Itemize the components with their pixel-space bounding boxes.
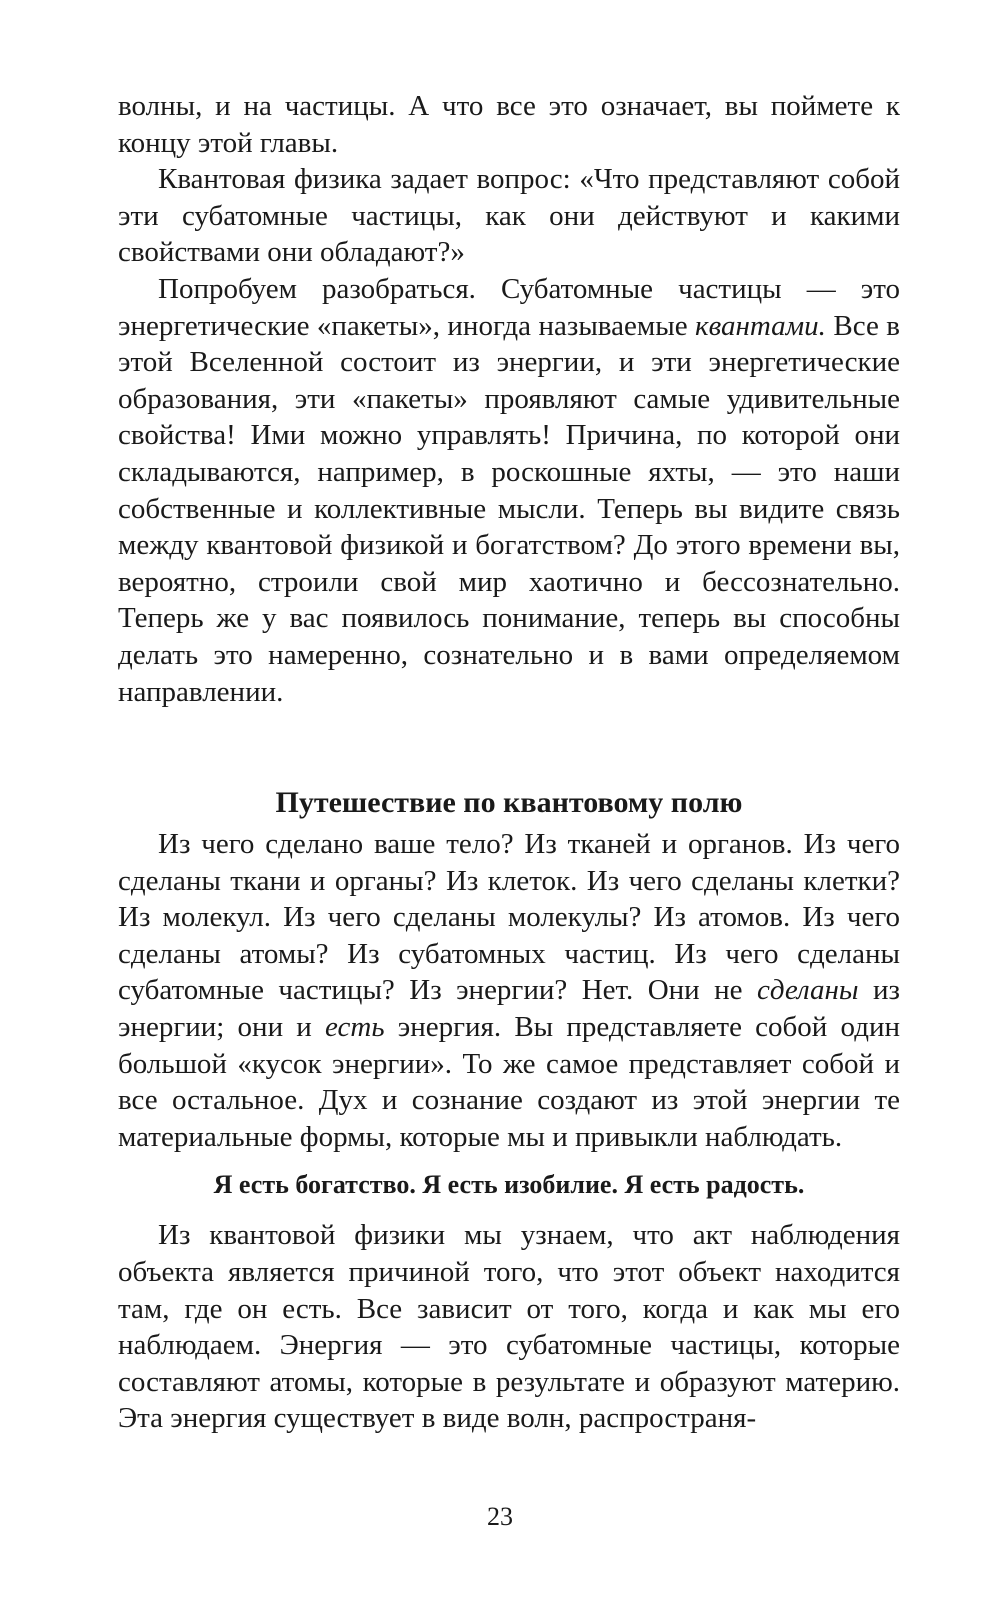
italic-word-made: сделаны xyxy=(756,974,859,1007)
text-run: энергия. Вы представляете собой один большой «кусок энергии». То же самое представляет собой и все остальное. Дух и сознание создают из этой энергии те материальные формы, которые мы и привыкли наблюдать. xyxy=(118,1011,900,1153)
page-number: 23 xyxy=(487,1502,513,1531)
text-run: Из чего сделано ваше тело? Из тканей и органов. Из чего сделаны ткани и органы? Из клеток. Из чего сделаны клетки? Из молекул. Из чего сделаны молекулы? Из атомов. Из чего сделаны атомы? Из субатомных частиц. Из чего сделаны субатомные частицы? Из энергии? Нет. Они не xyxy=(118,828,900,1007)
page-body xyxy=(118,88,900,1437)
text-run: Все в этой Вселенной состоит из энергии, и эти энергетические образования, эти «пакеты» проявляют самые удивительные свойства! Ими можно управлять! Причина, по которой они складываются, например, в роскошные яхты, — это наши собственные и коллективные мысли. Теперь вы видите связь между квантовой физикой и богатством? До этого времени вы, вероятно, строили свой мир хаотично и бессознательно. Теперь же у вас появилось понимание, теперь вы способны делать это намеренно, сознательно и в вами определяемом направлении. xyxy=(118,309,900,708)
paragraph-quantum-question: Квантовая физика задает вопрос: «Что представляют собой эти субатомные частицы, как они действуют и какими свойствами они обладают?» xyxy=(118,163,900,269)
paragraph-body-composition xyxy=(118,826,900,1155)
section-heading: Путешествие по квантовому полю xyxy=(275,786,743,820)
paragraph-energy-packets xyxy=(118,271,900,710)
paragraph-observation: Из квантовой физики мы узнаем, что акт наблюдения объекта является причиной того, что этот объект находится там, где он есть. Все зависит от того, когда и как мы его наблюдаем. Энергия — это субатомные частицы, которые составляют атомы, которые в результате и образуют материю. Эта энергия существует в виде волн, распространя- xyxy=(118,1219,900,1435)
affirmation-line: Я есть богатство. Я есть изобилие. Я есть радость. xyxy=(213,1170,805,1200)
italic-term-quanta: квантами. xyxy=(695,309,826,342)
text-run: Попробуем разобраться. Субатомные частицы — это энергетические «пакеты», иногда называемые xyxy=(118,272,900,342)
text-run: из энергии; они и xyxy=(118,974,900,1044)
italic-word-are: есть xyxy=(325,1011,385,1044)
paragraph-continuation: волны, и на частицы. А что все это означает, вы поймете к концу этой главы. xyxy=(118,90,900,159)
